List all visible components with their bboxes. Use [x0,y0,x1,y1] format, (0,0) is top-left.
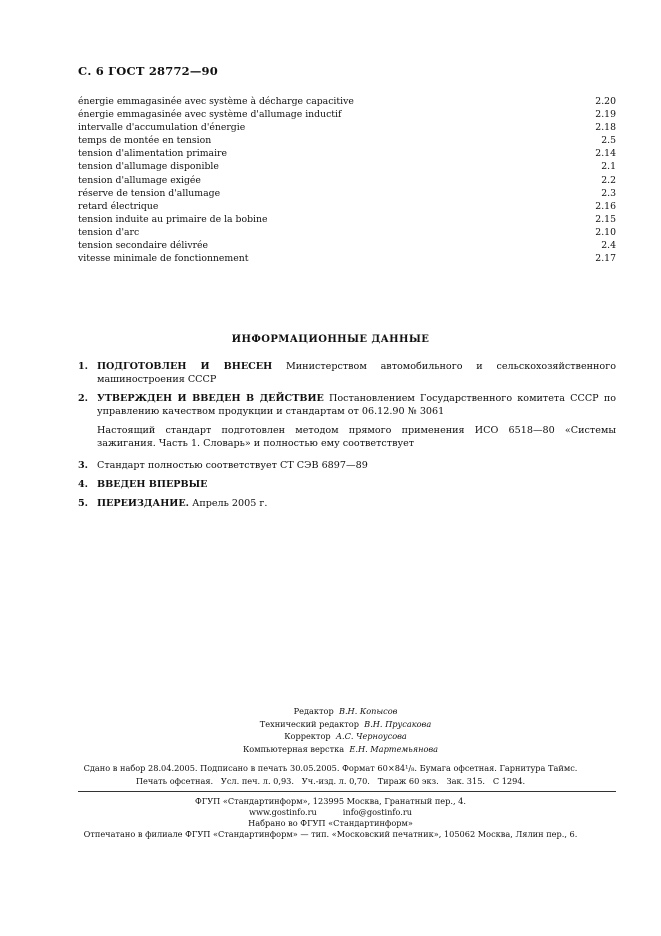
index-term: vitesse minimale de fonctionnement [78,253,249,265]
index-ref: 2.2 [601,174,616,186]
item-body [97,360,616,386]
index-row [78,252,616,265]
index-row [78,200,616,213]
index-ref: 2.20 [595,96,616,107]
page-header: С. 6 ГОСТ 28772—90 [78,64,218,78]
index-ref: 2.18 [595,122,616,134]
print-info-line: Печать офсетная. Усл. печ. л. 0,93. Уч.-изд. л. 0,70. Тираж 60 экз. Зак. 315. С 1294. [135,775,526,786]
item-lead: ВВЕДЕН ВПЕРВЫЕ [97,479,208,490]
credit-row [0,730,661,743]
index-row [78,187,616,200]
index-ref: 2.3 [601,187,616,199]
info-note: Настоящий стандарт подготовлен методом прямого применения ИСО 6518—80 «Системы зажигания. Часть 1. Словарь» и полностью ему соответствует [97,425,616,449]
item-body [97,459,616,472]
item-text: Стандарт полностью соответствует СТ СЭВ 6897—89 [97,460,368,471]
index-ref: 2.5 [601,135,616,147]
item-body [97,478,616,491]
info-item [78,392,616,418]
index-row [78,147,616,160]
credit-role: Компьютерная верстка [242,743,345,754]
credit-row [0,743,661,756]
index-ref: 2.19 [595,109,616,121]
index-row [78,134,616,147]
index-row [78,160,616,173]
info-item [78,360,616,386]
index-row [78,95,616,108]
index-row [78,226,616,239]
item-number: 4. [78,479,89,490]
index-row [78,239,616,252]
credit-name: А.С. Черноусова [335,731,407,741]
index-term: tension d'allumage exigée [78,174,201,186]
credit-name: Е.Н. Мартемьянова [349,743,439,754]
item-number: 2. [78,393,89,404]
publisher-line: ФГУП «Стандартинформ», 123995 Москва, Гранатный пер., 4. [195,796,466,806]
item-lead: ПОДГОТОВЛЕН И ВНЕСЕН [97,361,273,372]
index-term: énergie emmagasinée avec système d'allumage inductif [78,109,342,121]
item-text: Министерством автомобильного и сельскохозяйственного машиностроения СССР [97,361,617,385]
item-number: 5. [78,498,89,509]
info-item [78,497,616,510]
index-term: retard électrique [78,200,159,212]
item-number: 3. [78,460,89,471]
index-ref: 2.10 [595,226,616,238]
index-term: tension d'allumage disponible [78,161,219,173]
credit-name: В.Н. Копысов [338,706,398,716]
index-term: tension secondaire délivrée [78,240,209,252]
publisher-web: www.gostinfo.ru info@gostinfo.ru [248,807,413,817]
term-index [78,95,616,265]
item-lead: УТВЕРЖДЕН И ВВЕДЕН В ДЕЙСТВИЕ [97,393,324,404]
index-row [78,174,616,187]
index-row [78,108,616,121]
index-term: tension induite au primaire de la bobine [78,213,268,225]
index-term: tension d'arc [78,226,140,238]
item-lead: ПЕРЕИЗДАНИЕ. [97,498,190,509]
item-number: 1. [78,361,89,372]
index-ref: 2.17 [595,253,616,265]
item-body [97,392,616,418]
credit-row [0,718,661,731]
index-term: énergie emmagasinée avec système à décharge capacitive [78,96,354,107]
index-row [78,121,616,134]
index-ref: 2.16 [595,200,616,212]
print-info-line: Сдано в набор 28.04.2005. Подписано в печать 30.05.2005. Формат 60×84¹/₈. Бумага офсетная. Гарнитура Таймс. [83,763,578,773]
index-ref: 2.1 [601,161,616,173]
credit-role: Корректор [284,731,331,741]
credit-role: Технический редактор [259,718,359,729]
index-ref: 2.4 [601,240,616,252]
publisher-line: Набрано во ФГУП «Стандартинформ» [248,818,413,828]
index-term: réserve de tension d'allumage [78,187,221,199]
index-row [78,213,616,226]
item-text: Апрель 2005 г. [189,498,268,509]
credits-block [0,705,661,755]
index-term: intervalle d'accumulation d'énergie [78,122,246,134]
info-item [78,478,616,491]
info-heading: ИНФОРМАЦИОННЫЕ ДАННЫЕ [231,334,430,345]
divider-line [78,791,616,792]
index-ref: 2.14 [595,148,616,160]
item-body [97,497,616,510]
print-info [0,762,661,787]
publisher-line: Отпечатано в филиале ФГУП «Стандартинформ» — тип. «Московский печатник», 105062 Москва, Лялин пер., 6. [83,829,578,839]
publisher-info [0,796,661,840]
credit-name: В.Н. Прусакова [364,718,432,729]
credit-row [0,705,661,718]
index-term: temps de montée en tension [78,135,212,147]
credit-role: Редактор [293,706,334,716]
index-term: tension d'alimentation primaire [78,148,227,160]
item-text: Постановлением Государственного комитета СССР по управлению качеством продукции и стандартам от 06.12.90 № 3061 [97,393,616,417]
index-ref: 2.15 [595,213,616,225]
info-item [78,459,616,472]
info-section [78,360,616,516]
